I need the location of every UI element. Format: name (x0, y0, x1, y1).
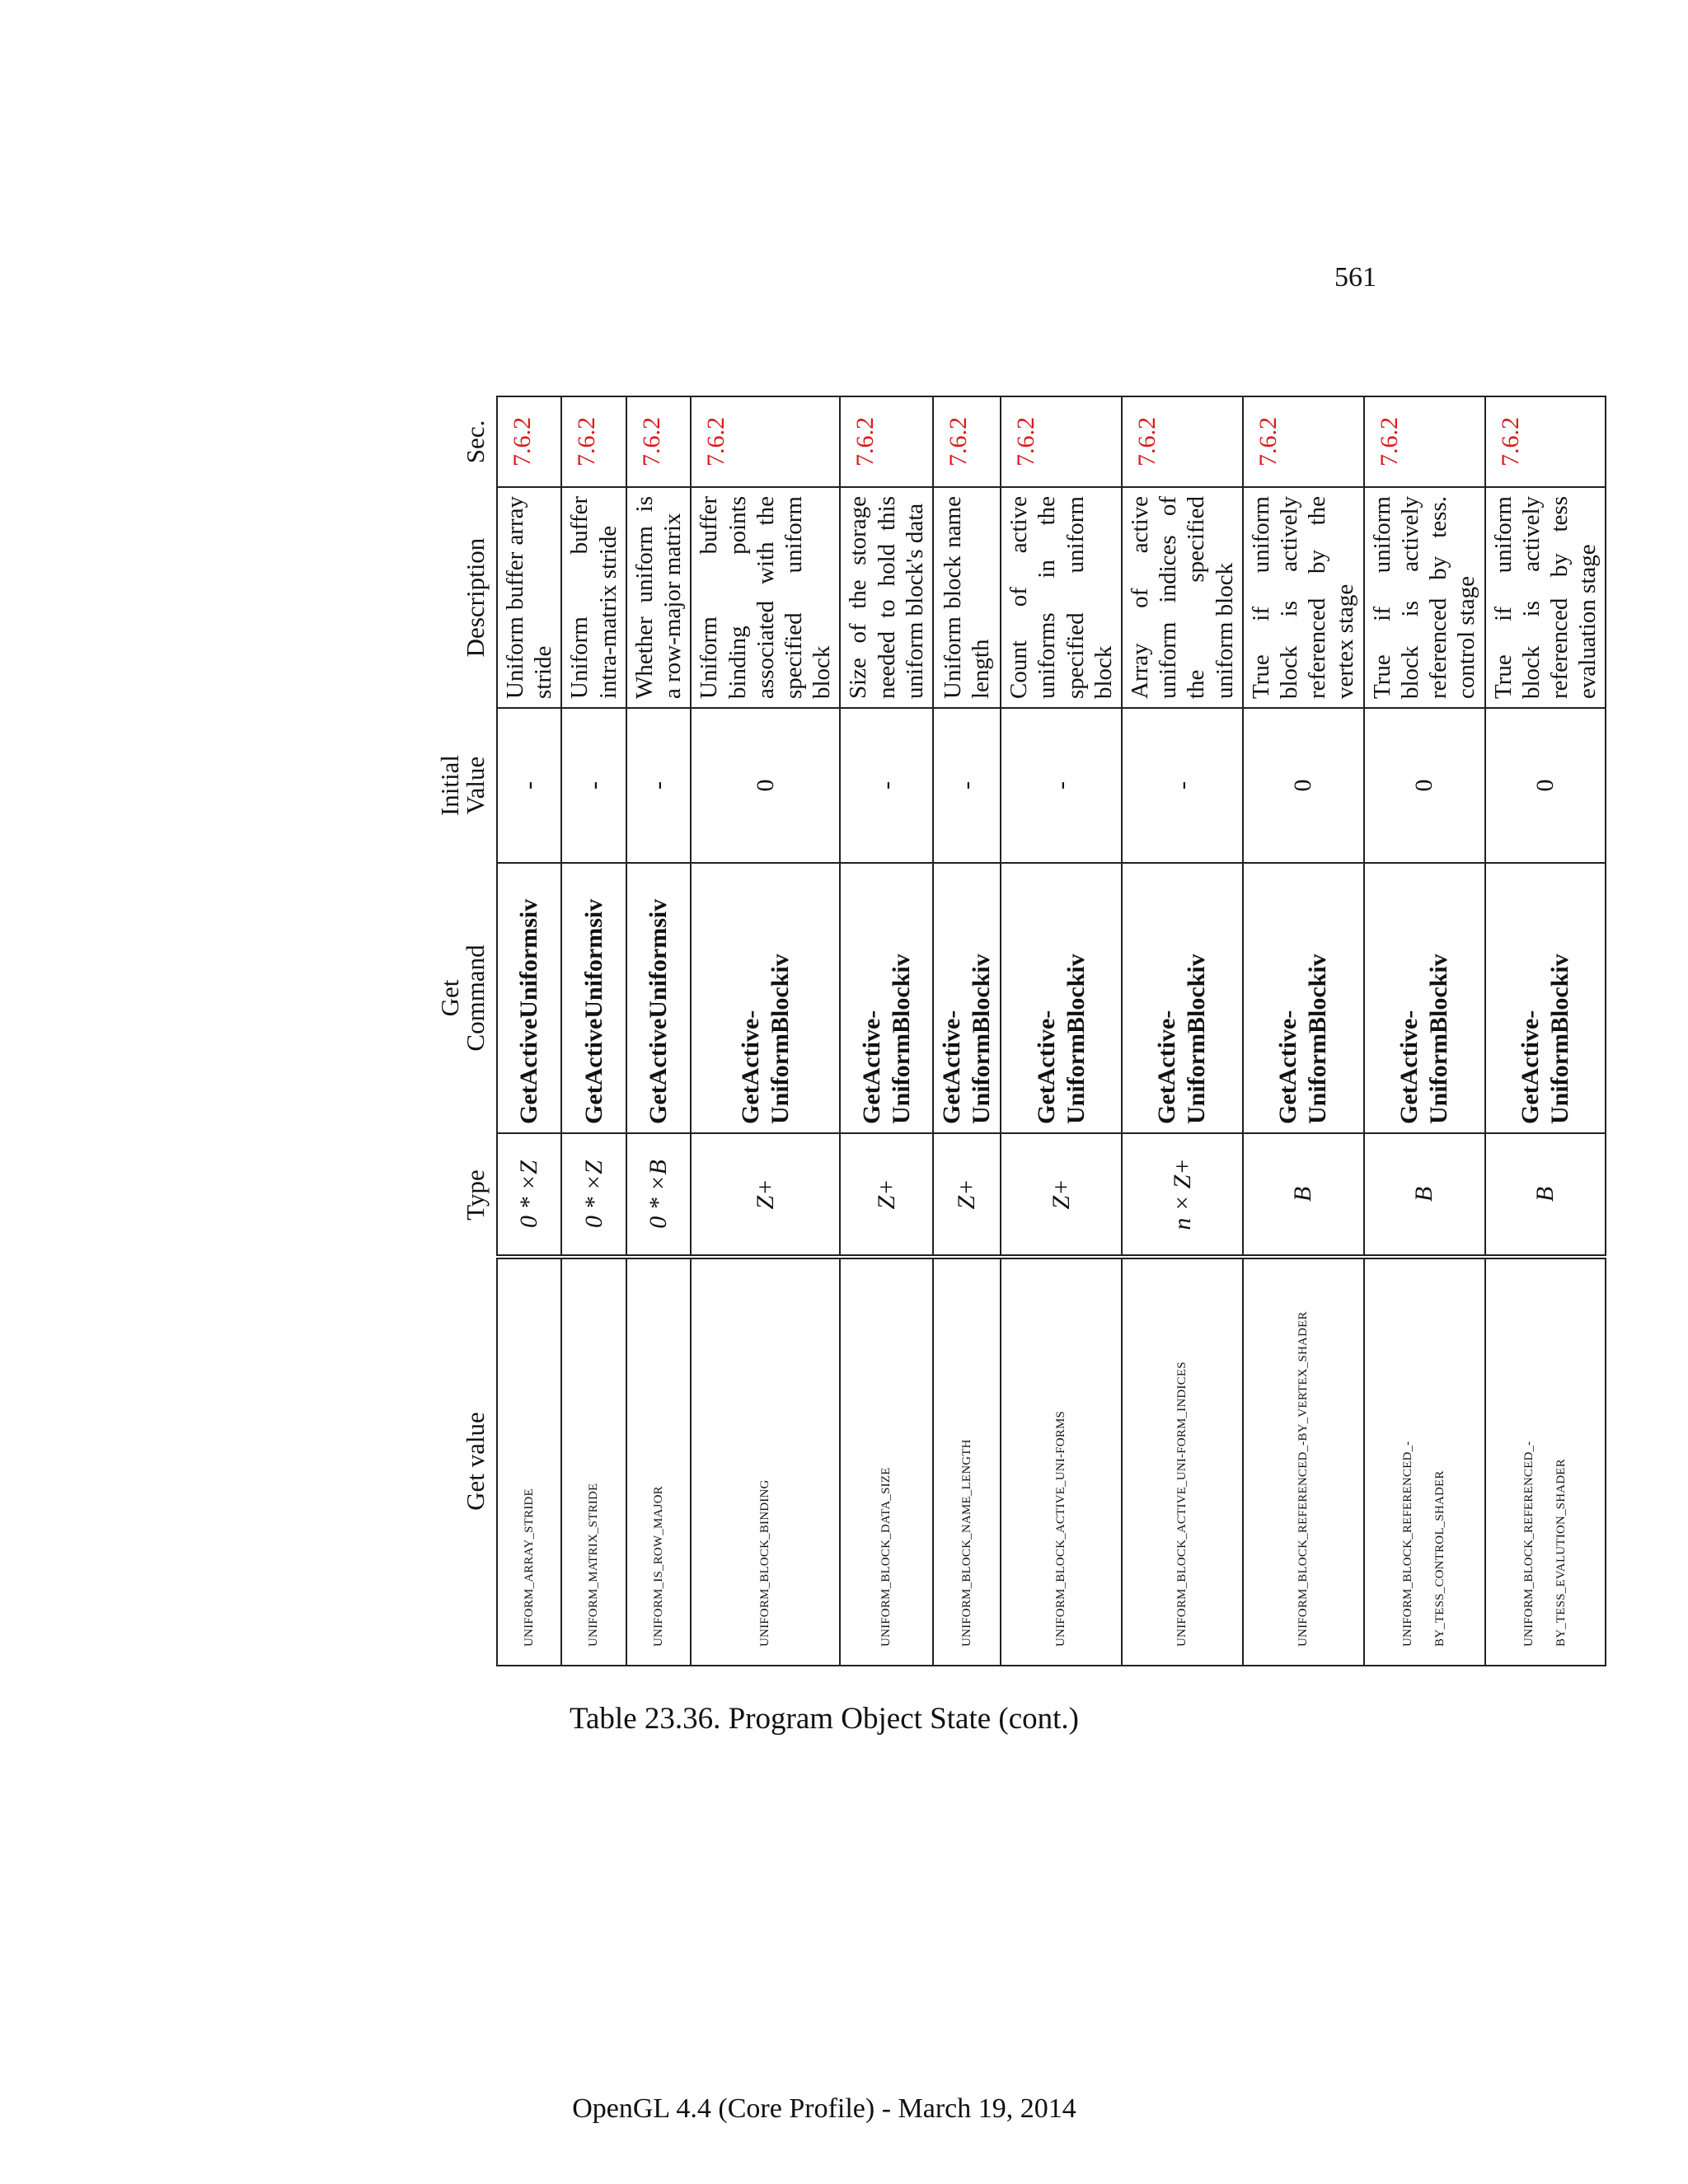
type-cell: Z+ (933, 1133, 1001, 1257)
get-command-cell: GetActive-UniformBlockiv (1243, 863, 1364, 1133)
description-cell: True if uniform block is actively referenced by tess evaluation stage (1485, 487, 1606, 708)
get-command-cell: GetActive-UniformBlockiv (1001, 863, 1122, 1133)
type-cell: 0 * ×B (626, 1133, 691, 1257)
get-value-cell: UNIFORM_IS_ROW_MAJOR (626, 1257, 691, 1666)
section-ref-cell[interactable]: 7.6.2 (933, 396, 1001, 487)
initial-value-cell: 0 (1364, 708, 1485, 863)
description-cell: Uniform block name length (933, 487, 1001, 708)
table-header-row (402, 396, 497, 1666)
table-row (691, 396, 840, 1666)
header-command-line2: Command (461, 944, 490, 1052)
section-ref-cell[interactable]: 7.6.2 (1001, 396, 1122, 487)
initial-value-cell: - (561, 708, 626, 863)
initial-value-cell: - (933, 708, 1001, 863)
table-row (626, 396, 691, 1666)
type-cell: 0 * ×Z (497, 1133, 561, 1257)
description-cell: True if uniform block is actively referenced by the vertex stage (1243, 487, 1364, 708)
type-cell: n × Z+ (1122, 1133, 1243, 1257)
description-cell: Uniform buffer intra-matrix stride (561, 487, 626, 708)
table-row (497, 396, 561, 1666)
section-ref-cell[interactable]: 7.6.2 (1122, 396, 1243, 487)
type-cell: B (1364, 1133, 1485, 1257)
get-value-cell: UNIFORM_BLOCK_ACTIVE_UNI-FORMS (1001, 1257, 1122, 1666)
get-value-cell: UNIFORM_BLOCK_BINDING (691, 1257, 840, 1666)
initial-value-cell: 0 (1243, 708, 1364, 863)
table-row (1243, 396, 1364, 1666)
description-cell: Whether uniform is a row-major matrix (626, 487, 691, 708)
description-cell: Count of active uniforms in the specified uniform block (1001, 487, 1122, 708)
program-object-state-table (402, 396, 1606, 1666)
get-value-cell: UNIFORM_BLOCK_REFERENCED_-BY_TESS_CONTROL_SHADER (1364, 1257, 1485, 1666)
header-initial-value (402, 708, 497, 863)
header-get-value: Get value (461, 1412, 490, 1511)
description-cell: Size of the storage needed to hold this uniform block's data (840, 487, 933, 708)
table-row (933, 396, 1001, 1666)
header-initial-line2: Value (461, 756, 490, 815)
section-ref-cell[interactable]: 7.6.2 (840, 396, 933, 487)
get-command-cell: GetActiveUniformsiv (626, 863, 691, 1133)
header-initial-line1: Initial (435, 754, 464, 817)
get-value-cell: UNIFORM_BLOCK_REFERENCED_-BY_TESS_EVALUTION_SHADER (1485, 1257, 1606, 1666)
section-ref-cell[interactable]: 7.6.2 (1364, 396, 1485, 487)
get-value-cell: UNIFORM_ARRAY_STRIDE (497, 1257, 561, 1666)
header-description: Description (461, 537, 490, 658)
description-cell: Uniform buffer binding points associated with the specified uniform block (691, 487, 840, 708)
initial-value-cell: 0 (691, 708, 840, 863)
section-ref-cell[interactable]: 7.6.2 (691, 396, 840, 487)
type-cell: Z+ (840, 1133, 933, 1257)
initial-value-cell: - (1122, 708, 1243, 863)
get-value-cell: UNIFORM_BLOCK_REFERENCED_-BY_VERTEX_SHADER (1243, 1257, 1364, 1666)
get-command-cell: GetActiveUniformsiv (497, 863, 561, 1133)
get-value-cell: UNIFORM_MATRIX_STRIDE (561, 1257, 626, 1666)
get-command-cell: GetActive-UniformBlockiv (1485, 863, 1606, 1133)
type-cell: 0 * ×Z (561, 1133, 626, 1257)
type-cell: B (1485, 1133, 1606, 1257)
description-cell: Array of active uniform indices of the specified uniform block (1122, 487, 1243, 708)
initial-value-cell: - (497, 708, 561, 863)
description-cell: True if uniform block is actively referenced by tess. control stage (1364, 487, 1485, 708)
section-ref-cell[interactable]: 7.6.2 (561, 396, 626, 487)
initial-value-cell: 0 (1485, 708, 1606, 863)
rotated-table-frame (402, 397, 1601, 1666)
initial-value-cell: - (840, 708, 933, 863)
get-command-cell: GetActive-UniformBlockiv (1364, 863, 1485, 1133)
header-sec: Sec. (461, 419, 490, 464)
get-value-cell: UNIFORM_BLOCK_NAME_LENGTH (933, 1257, 1001, 1666)
table-row (840, 396, 933, 1666)
get-command-cell: GetActive-UniformBlockiv (933, 863, 1001, 1133)
section-ref-cell[interactable]: 7.6.2 (1243, 396, 1364, 487)
get-command-cell: GetActive-UniformBlockiv (691, 863, 840, 1133)
section-ref-cell[interactable]: 7.6.2 (626, 396, 691, 487)
header-command-line1: Get (435, 979, 464, 1017)
table-row (1364, 396, 1485, 1666)
header-get-command (402, 863, 497, 1133)
section-ref-cell[interactable]: 7.6.2 (497, 396, 561, 487)
table-row (1001, 396, 1122, 1666)
state-table-container (402, 397, 1601, 1666)
get-command-cell: GetActive-UniformBlockiv (840, 863, 933, 1133)
section-ref-cell[interactable]: 7.6.2 (1485, 396, 1606, 487)
initial-value-cell: - (626, 708, 691, 863)
table-caption: Table 23.36. Program Object State (cont.) (569, 1702, 1079, 1736)
table-row (1122, 396, 1243, 1666)
page-number: 561 (1334, 262, 1376, 293)
initial-value-cell: - (1001, 708, 1122, 863)
description-cell: Uniform buffer array stride (497, 487, 561, 708)
page-footer: OpenGL 4.4 (Core Profile) - March 19, 2014 (572, 2093, 1076, 2124)
get-command-cell: GetActiveUniformsiv (561, 863, 626, 1133)
type-cell: Z+ (691, 1133, 840, 1257)
get-value-cell: UNIFORM_BLOCK_DATA_SIZE (840, 1257, 933, 1666)
type-cell: B (1243, 1133, 1364, 1257)
get-command-cell: GetActive-UniformBlockiv (1122, 863, 1243, 1133)
table-row (1485, 396, 1606, 1666)
type-cell: Z+ (1001, 1133, 1122, 1257)
table-row (561, 396, 626, 1666)
header-type: Type (461, 1169, 490, 1221)
get-value-cell: UNIFORM_BLOCK_ACTIVE_UNI-FORM_INDICES (1122, 1257, 1243, 1666)
